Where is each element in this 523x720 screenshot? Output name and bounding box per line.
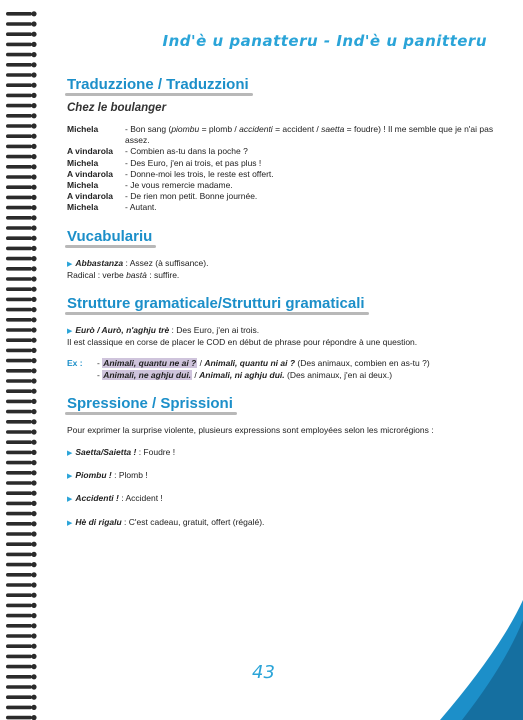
- spiral-ring: [6, 410, 32, 414]
- spiral-ring: [6, 328, 32, 332]
- spiral-hole: [31, 501, 36, 506]
- spiral-hole: [31, 185, 36, 190]
- text-segment: Animali, ne aghju dui.: [103, 369, 192, 380]
- triangle-bullet-icon: ▶: [67, 450, 73, 458]
- spiral-hole: [31, 654, 36, 659]
- spiral-ring: [6, 573, 32, 577]
- dialog-speaker: Michela: [67, 180, 99, 191]
- spiral-ring: [6, 298, 32, 302]
- dialog-line: [125, 146, 497, 157]
- spiral-hole: [31, 470, 36, 475]
- spiral-ring: [6, 389, 32, 393]
- text-segment: (Des animaux, j'en ai deux.): [284, 369, 393, 380]
- dialog-row: [67, 191, 497, 202]
- header-title: Ind'è u panatteru - Ind'è u panitteru: [162, 32, 487, 50]
- text-segment: : Plomb !: [111, 470, 148, 481]
- text-line: [97, 358, 430, 369]
- spiral-hole: [31, 582, 36, 587]
- text-segment: - Donne-moi les trois, le reste est offert.: [125, 168, 274, 179]
- spiral-hole: [31, 664, 36, 669]
- spiral-ring: [6, 644, 32, 648]
- spiral-ring: [6, 226, 32, 230]
- text-segment: : Des Euro, j'en ai trois.: [169, 325, 260, 336]
- spiral-ring: [6, 695, 32, 699]
- spiral-ring: [6, 512, 32, 516]
- spiral-hole: [31, 266, 36, 271]
- spiral-ring: [6, 53, 32, 57]
- text-segment: -: [97, 358, 103, 369]
- spiral-ring: [6, 583, 32, 587]
- spiral-ring: [6, 400, 32, 404]
- text-segment: - Des Euro, j'en ai trois, et pas plus !: [125, 157, 262, 168]
- spiral-hole: [31, 399, 36, 404]
- triangle-bullet-icon: ▶: [67, 260, 73, 268]
- spiral-ring: [6, 481, 32, 485]
- spiral-hole: [31, 429, 36, 434]
- dialog-speaker: A vindarola: [67, 168, 113, 179]
- spiral-hole: [31, 327, 36, 332]
- spiral-hole: [31, 593, 36, 598]
- dialog-row: [67, 146, 497, 157]
- text-segment: bastà: [126, 269, 147, 280]
- dialog-line: [125, 202, 497, 213]
- section-title-traduzzione: Traduzzione / Traduzzioni: [67, 76, 249, 96]
- structure-lines: [67, 325, 497, 348]
- text-segment: : Assez (à suffisance).: [123, 257, 209, 268]
- spiral-hole: [31, 93, 36, 98]
- spiral-ring: [6, 277, 32, 281]
- text-segment: - Bon sang (: [125, 124, 172, 134]
- spiral-ring: [6, 145, 32, 149]
- section-subtitle: Chez le boulanger: [67, 102, 167, 114]
- dialog-speaker: Michela: [67, 124, 99, 134]
- spiral-ring: [6, 287, 32, 291]
- text-segment: Il est classique en corse de placer le COD en début de phrase pour répondre à une question.: [67, 337, 418, 348]
- text-segment: - Autant.: [125, 202, 157, 213]
- text-segment: piombu: [171, 124, 200, 134]
- text-line: [67, 493, 497, 505]
- expression-list: [67, 447, 497, 529]
- spiral-ring: [6, 634, 32, 638]
- spiral-hole: [31, 419, 36, 424]
- spiral-ring: [6, 675, 32, 679]
- spiral-hole: [31, 684, 36, 689]
- dialog-speaker: Michela: [67, 157, 99, 168]
- page-number: 43: [252, 662, 275, 683]
- spiral-hole: [31, 154, 36, 159]
- page-content: [67, 76, 497, 529]
- dialog-speaker: A vindarola: [67, 146, 113, 157]
- dialog-line: [125, 169, 497, 180]
- text-line: [67, 470, 497, 482]
- spiral-ring: [6, 614, 32, 618]
- spiral-hole: [31, 11, 36, 16]
- text-segment: = accident /: [272, 124, 322, 134]
- spiral-ring: [6, 267, 32, 271]
- spiral-hole: [31, 348, 36, 353]
- text-line: [67, 325, 497, 337]
- spiral-hole: [31, 705, 36, 710]
- spiral-ring: [6, 83, 32, 87]
- text-segment: Saetta/Saietta !: [75, 447, 137, 458]
- spiral-ring: [6, 94, 32, 98]
- spiral-ring: [6, 257, 32, 261]
- spiral-hole: [31, 613, 36, 618]
- spiral-hole: [31, 32, 36, 37]
- spiral-hole: [31, 633, 36, 638]
- spiral-hole: [31, 338, 36, 343]
- spiral-hole: [31, 542, 36, 547]
- spiral-hole: [31, 236, 36, 241]
- spiral-hole: [31, 52, 36, 57]
- spiral-hole: [31, 562, 36, 567]
- spiral-ring: [6, 165, 32, 169]
- spiral-ring: [6, 440, 32, 444]
- spiral-hole: [31, 42, 36, 47]
- dialog-row: [67, 158, 497, 169]
- dialog-line: [125, 180, 497, 191]
- spiral-ring: [6, 706, 32, 710]
- dialog-line: [125, 124, 497, 146]
- spiral-hole: [31, 205, 36, 210]
- section-traduzzione: [67, 76, 497, 214]
- spiral-hole: [31, 164, 36, 169]
- spiral-hole: [31, 603, 36, 608]
- spiral-hole: [31, 195, 36, 200]
- spiral-ring: [6, 491, 32, 495]
- text-segment: /: [197, 358, 205, 369]
- text-segment: /: [192, 369, 200, 380]
- spiral-hole: [31, 644, 36, 649]
- spiral-ring: [6, 593, 32, 597]
- spiral-ring: [6, 563, 32, 567]
- spiral-hole: [31, 521, 36, 526]
- spiral-hole: [31, 144, 36, 149]
- spiral-ring: [6, 461, 32, 465]
- spiral-hole: [31, 460, 36, 465]
- spiral-ring: [6, 175, 32, 179]
- text-segment: = foudre) ! Il me semble que je n'ai pas assez.: [125, 124, 494, 146]
- spiral-ring: [6, 604, 32, 608]
- dialog-row: [67, 180, 497, 191]
- dialog-line: [125, 158, 497, 169]
- spiral-hole: [31, 246, 36, 251]
- text-segment: - Combien as-tu dans la poche ?: [125, 146, 248, 157]
- spiral-hole: [31, 552, 36, 557]
- spiral-hole: [31, 103, 36, 108]
- dialog-speaker: A vindarola: [67, 191, 113, 202]
- spiral-hole: [31, 480, 36, 485]
- spiral-ring: [6, 430, 32, 434]
- spiral-hole: [31, 225, 36, 230]
- spiral-hole: [31, 389, 36, 394]
- spiral-hole: [31, 287, 36, 292]
- text-line: [67, 337, 497, 348]
- spiral-hole: [31, 62, 36, 67]
- spiral-ring: [6, 553, 32, 557]
- text-segment: - De rien mon petit. Bonne journée.: [125, 191, 258, 202]
- spiral-hole: [31, 572, 36, 577]
- section-title-vucabulariu: Vucabulariu: [67, 228, 152, 248]
- dialog-row: [67, 169, 497, 180]
- text-segment: saetta: [321, 124, 345, 134]
- text-line: [97, 370, 430, 381]
- spiral-ring: [6, 420, 32, 424]
- spiral-ring: [6, 63, 32, 67]
- spiral-hole: [31, 134, 36, 139]
- spiral-ring: [6, 716, 32, 720]
- dialog-row: [67, 202, 497, 213]
- spiral-hole: [31, 409, 36, 414]
- spiral-hole: [31, 297, 36, 302]
- section-title-spressione: Spressione / Sprissioni: [67, 395, 233, 415]
- text-segment: Abbastanza: [75, 257, 124, 268]
- text-line: [67, 447, 497, 459]
- spiral-ring: [6, 502, 32, 506]
- text-segment: : Accident !: [118, 493, 163, 504]
- spiral-ring: [6, 624, 32, 628]
- vocab-lines: [67, 258, 497, 281]
- spiral-hole: [31, 378, 36, 383]
- spiral-ring: [6, 451, 32, 455]
- example-lines: [91, 358, 430, 380]
- spiral-hole: [31, 123, 36, 128]
- spiral-ring: [6, 124, 32, 128]
- text-segment: : suffire.: [146, 269, 180, 280]
- spiral-ring: [6, 532, 32, 536]
- spiral-hole: [31, 674, 36, 679]
- spiral-hole: [31, 511, 36, 516]
- text-segment: Hè di rigalu: [75, 516, 122, 527]
- text-segment: Animali, quantu ni ai ?: [204, 358, 296, 369]
- spiral-hole: [31, 440, 36, 445]
- dialog-line: [125, 191, 497, 202]
- spiral-hole: [31, 174, 36, 179]
- text-segment: Accidenti !: [75, 493, 119, 504]
- spiral-hole: [31, 317, 36, 322]
- text-line: [67, 270, 497, 281]
- spiral-hole: [31, 72, 36, 77]
- spiral-hole: [31, 21, 36, 26]
- spiral-ring: [6, 134, 32, 138]
- text-segment: = plomb /: [199, 124, 240, 134]
- dialog: [67, 124, 497, 214]
- spiral-hole: [31, 368, 36, 373]
- text-line: [67, 517, 497, 529]
- text-segment: - Je vous remercie madame.: [125, 180, 233, 191]
- spiral-ring: [6, 185, 32, 189]
- spiral-hole: [31, 307, 36, 312]
- spiral-ring: [6, 522, 32, 526]
- text-segment: -: [97, 369, 103, 380]
- spiral-ring: [6, 655, 32, 659]
- text-segment: accidenti: [239, 124, 273, 134]
- spiral-ring: [6, 665, 32, 669]
- text-segment: Animali, quantu ne ai ?: [103, 358, 197, 369]
- section-spressione: [67, 395, 497, 529]
- spiral-ring: [6, 685, 32, 689]
- triangle-bullet-icon: ▶: [67, 496, 73, 504]
- spiral-ring: [6, 542, 32, 546]
- spiral-ring: [6, 206, 32, 210]
- spiral-hole: [31, 695, 36, 700]
- examples: [67, 358, 497, 380]
- spiral-ring: [6, 308, 32, 312]
- section-strutture: [67, 295, 497, 381]
- spiral-ring: [6, 318, 32, 322]
- spiral-ring: [6, 22, 32, 26]
- spiral-hole: [31, 215, 36, 220]
- spiral-hole: [31, 276, 36, 281]
- dialog-speaker: Michela: [67, 202, 99, 213]
- spiral-ring: [6, 369, 32, 373]
- spiral-ring: [6, 379, 32, 383]
- text-segment: : C'est cadeau, gratuit, offert (régalé).: [121, 516, 265, 527]
- text-segment: Radical : verbe: [67, 269, 127, 280]
- section-title-strutture: Strutture gramaticale/Strutturi gramaticali: [67, 295, 365, 315]
- spiral-hole: [31, 83, 36, 88]
- example-label: Ex :: [67, 358, 83, 369]
- triangle-bullet-icon: ▶: [67, 519, 73, 527]
- triangle-bullet-icon: ▶: [67, 328, 73, 336]
- spiral-hole: [31, 450, 36, 455]
- dialog-row: [67, 124, 497, 146]
- spiral-hole: [31, 715, 36, 720]
- spiral-ring: [6, 338, 32, 342]
- spiral-hole: [31, 623, 36, 628]
- text-segment: Eurò / Aurò, n'aghju trè: [75, 325, 170, 336]
- spiral-ring: [6, 196, 32, 200]
- spiral-ring: [6, 155, 32, 159]
- spiral-hole: [31, 256, 36, 261]
- spiral-ring: [6, 247, 32, 251]
- spressione-intro: Pour exprimer la surprise violente, plusieurs expressions sont employées selon les microrégions :: [67, 424, 434, 435]
- spiral-ring: [6, 43, 32, 47]
- section-vucabulariu: [67, 228, 497, 281]
- text-segment: (Des animaux, combien en as-tu ?): [295, 358, 430, 369]
- text-line: [67, 258, 497, 270]
- spiral-ring: [6, 216, 32, 220]
- text-segment: Piombu !: [75, 470, 112, 481]
- spiral-binding: [0, 0, 44, 720]
- spiral-hole: [31, 358, 36, 363]
- text-segment: : Foudre !: [136, 447, 176, 458]
- spiral-hole: [31, 491, 36, 496]
- spiral-hole: [31, 531, 36, 536]
- spiral-ring: [6, 349, 32, 353]
- spiral-hole: [31, 113, 36, 118]
- text-segment: Animali, ni aghju dui.: [199, 369, 285, 380]
- spiral-ring: [6, 12, 32, 16]
- spiral-ring: [6, 73, 32, 77]
- spiral-ring: [6, 114, 32, 118]
- spiral-ring: [6, 359, 32, 363]
- spiral-ring: [6, 236, 32, 240]
- spiral-ring: [6, 32, 32, 36]
- spiral-ring: [6, 104, 32, 108]
- triangle-bullet-icon: ▶: [67, 473, 73, 481]
- spiral-ring: [6, 471, 32, 475]
